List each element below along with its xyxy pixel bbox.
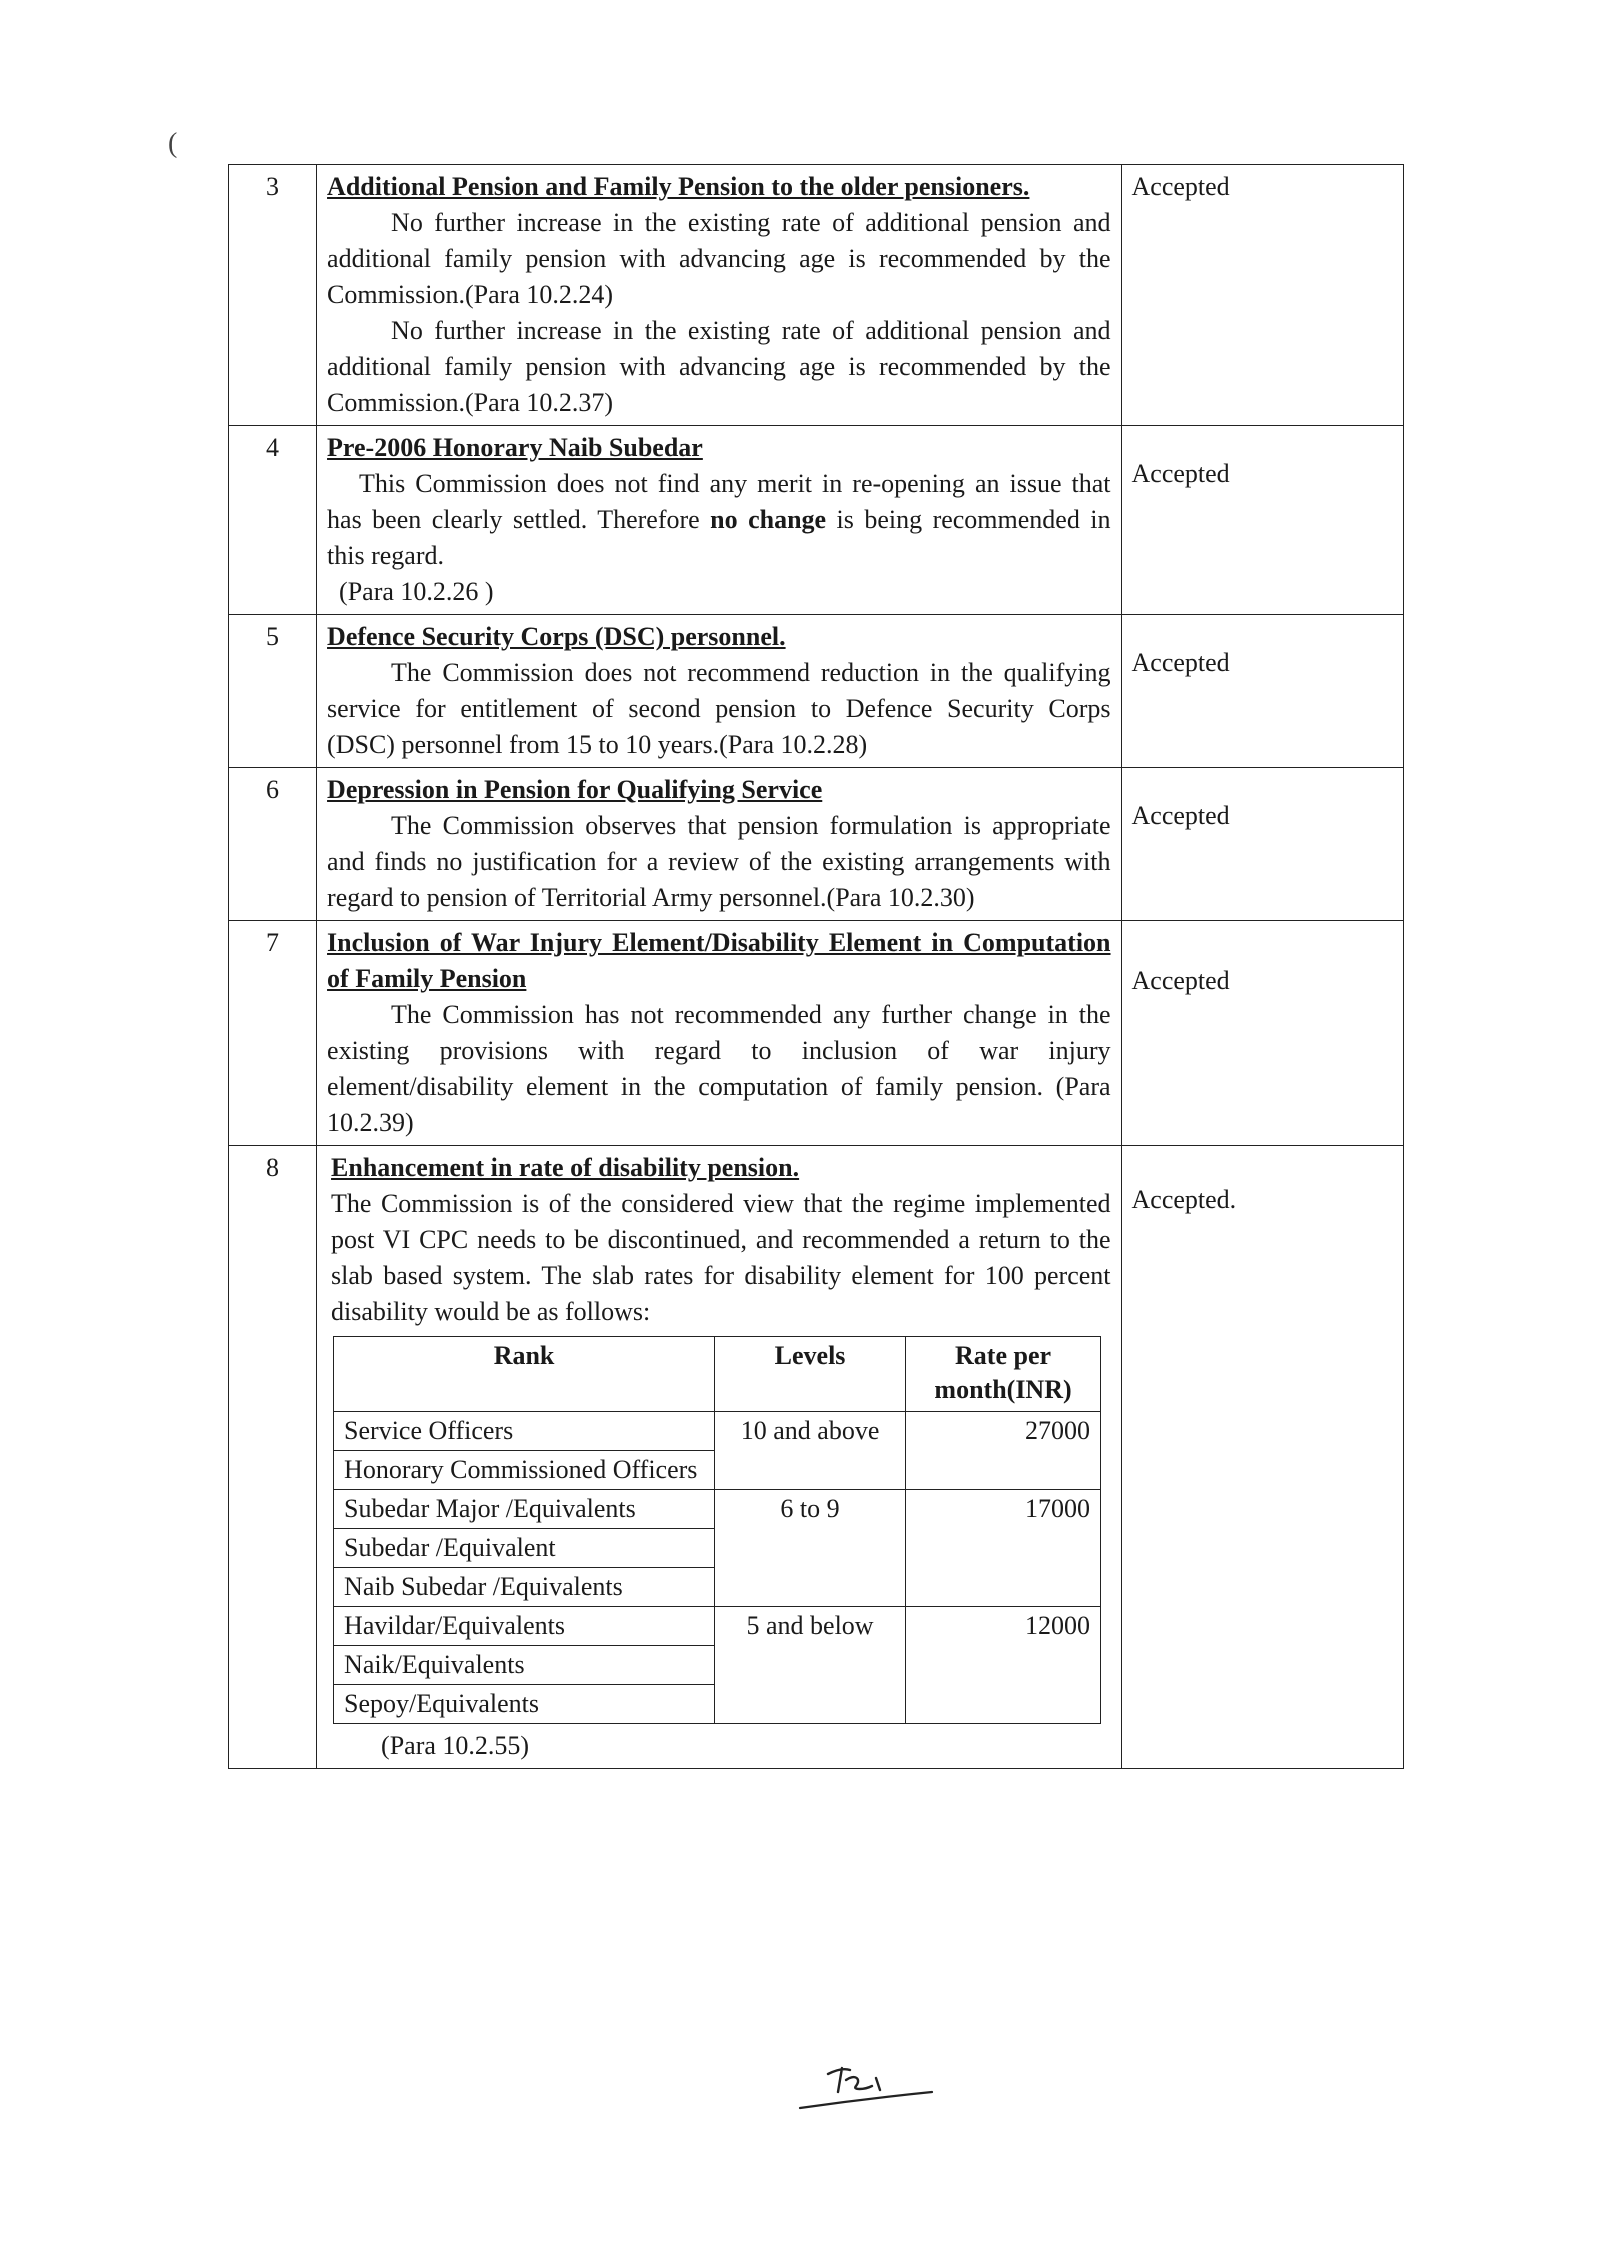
table-row bbox=[229, 921, 1404, 1146]
table-row bbox=[229, 1146, 1404, 1769]
row-status: Accepted bbox=[1121, 615, 1403, 768]
margin-mark: ( bbox=[168, 128, 178, 159]
rank-cell: Subedar /Equivalent bbox=[334, 1529, 715, 1568]
row-paragraph: No further increase in the existing rate of additional pension and additional family pension with advancing age is recommended by the Commission.(Para 10.2.24) bbox=[327, 208, 1111, 309]
row-body bbox=[317, 426, 1121, 615]
row-number: 4 bbox=[229, 426, 317, 615]
disability-rate-table bbox=[333, 1336, 1101, 1724]
rate-table-header bbox=[334, 1337, 1101, 1412]
row-number: 3 bbox=[229, 165, 317, 426]
table-row bbox=[334, 1490, 1101, 1529]
row-title: Pre-2006 Honorary Naib Subedar bbox=[327, 433, 703, 462]
table-row bbox=[334, 1412, 1101, 1451]
table-row bbox=[334, 1607, 1101, 1646]
table-row bbox=[229, 426, 1404, 615]
rank-cell: Havildar/Equivalents bbox=[334, 1607, 715, 1646]
rank-cell: Sepoy/Equivalents bbox=[334, 1685, 715, 1724]
table-row bbox=[229, 768, 1404, 921]
row-title: Enhancement in rate of disability pension. bbox=[331, 1153, 800, 1182]
row-title: Additional Pension and Family Pension to the older pensioners. bbox=[327, 172, 1030, 201]
row-number: 8 bbox=[229, 1146, 317, 1769]
row-body bbox=[317, 615, 1121, 768]
row-para-ref: (Para 10.2.55) bbox=[381, 1731, 530, 1760]
rank-cell: Subedar Major /Equivalents bbox=[334, 1490, 715, 1529]
row-text-bold: no change bbox=[710, 505, 827, 534]
row-paragraph bbox=[327, 466, 1110, 574]
signature-icon bbox=[792, 2056, 942, 2126]
row-body bbox=[317, 165, 1121, 426]
row-number: 5 bbox=[229, 615, 317, 768]
table-row bbox=[229, 615, 1404, 768]
row-para-ref: (Para 10.2.26 ) bbox=[339, 577, 494, 606]
row-paragraph: The Commission is of the considered view that the regime implemented post VI CPC needs to be discontinued, and recommended a return to the slab based system. The slab rates for disability element for 100 percent disability would be as follows: bbox=[331, 1189, 1111, 1326]
rate-cell: 27000 bbox=[906, 1412, 1101, 1490]
row-title: Defence Security Corps (DSC) personnel. bbox=[327, 622, 786, 651]
level-cell: 10 and above bbox=[715, 1412, 906, 1490]
row-status: Accepted. bbox=[1121, 1146, 1403, 1769]
rate-cell: 12000 bbox=[906, 1607, 1101, 1724]
level-cell: 5 and below bbox=[715, 1607, 906, 1724]
row-body bbox=[317, 1146, 1121, 1769]
rank-cell: Service Officers bbox=[334, 1412, 715, 1451]
row-number: 7 bbox=[229, 921, 317, 1146]
header-levels: Levels bbox=[715, 1337, 906, 1412]
row-title: Depression in Pension for Qualifying Service bbox=[327, 775, 823, 804]
recommendations-table bbox=[228, 164, 1404, 1769]
rank-cell: Naib Subedar /Equivalents bbox=[334, 1568, 715, 1607]
row-paragraph: The Commission has not recommended any further change in the existing provisions with regard to inclusion of war injury element/disability element in the computation of family pension. (Para 10.2.39) bbox=[327, 1000, 1111, 1137]
rate-cell: 17000 bbox=[906, 1490, 1101, 1607]
row-status: Accepted bbox=[1121, 165, 1403, 426]
rank-cell: Naik/Equivalents bbox=[334, 1646, 715, 1685]
row-title: Inclusion of War Injury Element/Disability Element in Computation of Family Pension bbox=[327, 928, 1111, 993]
header-rank: Rank bbox=[334, 1337, 715, 1412]
row-status: Accepted bbox=[1121, 921, 1403, 1146]
row-text: is being recommended in this regard. bbox=[327, 505, 1111, 570]
row-body bbox=[317, 768, 1121, 921]
row-paragraph: The Commission observes that pension formulation is appropriate and finds no justification for a review of the existing arrangements with regard to pension of Territorial Army personnel.(Para 10.2.30) bbox=[327, 811, 1111, 912]
row-number: 6 bbox=[229, 768, 317, 921]
row-text: This Commission does not find any merit in re-opening an issue that has been clearly settled. Therefore bbox=[327, 469, 1111, 534]
rank-cell: Honorary Commissioned Officers bbox=[334, 1451, 715, 1490]
table-row bbox=[229, 165, 1404, 426]
row-status: Accepted bbox=[1121, 426, 1403, 615]
row-body bbox=[317, 921, 1121, 1146]
row-status: Accepted bbox=[1121, 768, 1403, 921]
row-paragraph: No further increase in the existing rate of additional pension and additional family pension with advancing age is recommended by the Commission.(Para 10.2.37) bbox=[327, 316, 1111, 417]
level-cell: 6 to 9 bbox=[715, 1490, 906, 1607]
header-rate: Rate per month(INR) bbox=[906, 1337, 1101, 1412]
row-paragraph: The Commission does not recommend reduction in the qualifying service for entitlement of second pension to Defence Security Corps (DSC) personnel from 15 to 10 years.(Para 10.2.28) bbox=[327, 658, 1111, 759]
